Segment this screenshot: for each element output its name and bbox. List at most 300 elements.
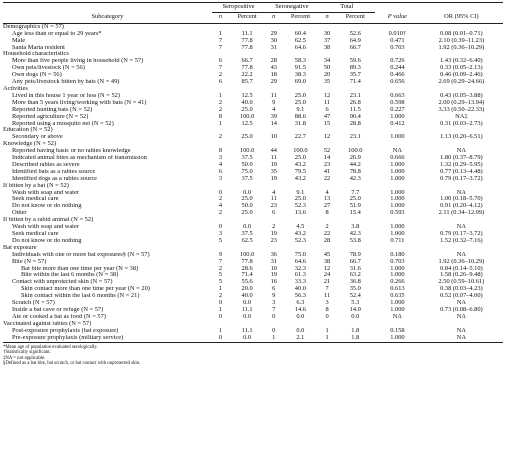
total-n-cell: 35	[323, 79, 331, 86]
seronegative-percent-cell: 0.0	[296, 327, 305, 334]
total-n-cell	[319, 127, 336, 134]
p-value-cell: 1.000	[390, 189, 405, 196]
odds-ratio-cell: 2.10 (0.39–11.23)	[438, 37, 485, 44]
section-label: Knowledge (N = 52)	[3, 141, 57, 148]
total-percent-cell: 23.1	[349, 92, 361, 99]
total-n-cell: 45	[323, 251, 331, 258]
row-label: Post-exposure prophylaxis (bat exposure)	[12, 327, 119, 334]
section-row	[3, 217, 503, 224]
row-label: Bite (N = 57)	[12, 258, 47, 265]
total-n-cell: 6	[325, 106, 329, 113]
seropositive-percent-cell: 55.6	[241, 279, 253, 286]
seronegative-n-cell: 4	[272, 106, 276, 113]
row-label: Secondary or above	[12, 134, 63, 141]
seronegative-n-cell: 10	[270, 265, 277, 272]
seronegative-n-cell: 11	[270, 196, 277, 203]
total-n-cell	[319, 183, 336, 190]
seronegative-percent-cell: 88.6	[294, 113, 306, 120]
total-percent-cell: 0.0	[351, 313, 360, 320]
total-percent-cell: 59.6	[349, 58, 361, 65]
total-percent-cell: 89.3	[349, 65, 361, 72]
table-row	[3, 155, 503, 162]
table-row	[3, 162, 503, 169]
seronegative-n-cell: 19	[270, 175, 277, 182]
odds-ratio-cell: NA	[456, 189, 466, 196]
seropositive-percent-cell: 100.0	[239, 148, 255, 155]
odds-ratio-cell: 1.52 (0.32–7.16)	[440, 237, 483, 244]
row-label: Male	[12, 37, 26, 44]
p-value-cell: 1.000	[390, 196, 405, 203]
total-percent-cell: 63.2	[349, 272, 361, 279]
p-value-cell: 0.471	[390, 37, 405, 44]
p-value-cell: 0.266	[390, 279, 405, 286]
row-label: Wash with soap and water	[12, 224, 79, 231]
seropositive-percent-cell: 77.8	[241, 65, 253, 72]
seropositive-percent-cell: 25.0	[241, 134, 253, 141]
table-row	[3, 279, 503, 286]
seropositive-percent-cell: 0.0	[229, 335, 265, 342]
row-label: Individuals with one or more bat exposures§ (N = 57)	[12, 251, 150, 258]
total-percent-cell: 11.5	[349, 106, 361, 113]
table-row	[3, 58, 503, 65]
row-label: Reported agriculture (N = 52)	[12, 113, 89, 120]
total-n-cell: 41	[323, 168, 331, 175]
seronegative-percent-cell: 32.3	[294, 265, 306, 272]
table-row	[3, 224, 503, 231]
seropositive-n-cell	[212, 217, 229, 224]
total-percent-cell: 78.8	[349, 168, 361, 175]
section-label: Household characteristics	[3, 51, 69, 58]
seropositive-percent-cell: 100.0	[239, 251, 255, 258]
total-n-cell: 12	[323, 134, 331, 141]
seropositive-percent-cell: 25.0	[241, 210, 253, 217]
seronegative-percent-cell: 9.1	[296, 189, 305, 196]
p-value-cell	[375, 245, 420, 252]
seronegative-n-cell: 3	[272, 300, 276, 307]
p-value-cell: 0.598	[390, 99, 405, 106]
total-n-cell: 52	[323, 148, 331, 155]
seropositive-n-cell	[212, 127, 229, 134]
odds-ratio-cell: NA	[456, 251, 466, 258]
p-value-cell: 0.726	[390, 58, 405, 65]
footnote: *Mean age of population evaluated serologically.	[3, 344, 98, 350]
seronegative-percent-cell: 79.5	[294, 168, 306, 175]
p-value-cell: NA	[392, 148, 403, 155]
seronegative-n-cell: 31	[270, 258, 277, 265]
seronegative-percent-cell	[282, 51, 318, 58]
row-label: Age less than or equal to 29 years*	[12, 30, 102, 37]
odds-ratio-cell: 0.33 (0.05–2.13)	[440, 65, 483, 72]
seronegative-n-cell: 9	[272, 99, 276, 106]
total-percent-cell: 66.7	[349, 44, 361, 51]
seropositive-percent-cell	[229, 321, 265, 328]
odds-ratio-cell	[420, 127, 503, 134]
total-percent-cell: 53.8	[349, 237, 361, 244]
seronegative-n-cell: 35	[270, 168, 277, 175]
total-percent-cell	[336, 51, 375, 58]
seronegative-n-cell: 16	[270, 279, 277, 286]
seropositive-percent-cell	[229, 86, 265, 93]
seropositive-n-cell: 4	[218, 161, 223, 168]
seronegative-percent-cell	[282, 23, 318, 30]
total-n-cell: 34	[323, 58, 331, 65]
seronegative-percent-cell: 43.2	[294, 175, 306, 182]
odds-ratio-cell	[420, 23, 503, 30]
row-label: Inside a bat cave or refuge (N = 57)	[12, 306, 104, 313]
seropositive-n-cell: 3	[218, 231, 223, 237]
table-row	[3, 45, 503, 52]
seronegative-n-cell: 31	[270, 44, 277, 51]
p-value-cell: 0.466	[390, 72, 405, 79]
row-label: Pre-exposure prophylaxis (military service)	[3, 335, 212, 342]
row-label: Santa Marta resident	[12, 44, 65, 51]
total-n-cell: 11	[323, 99, 331, 106]
total-n-cell: 22	[323, 175, 331, 182]
seropositive-percent-cell: 77.8	[241, 44, 253, 51]
total-n-cell: 47	[323, 113, 331, 120]
seropositive-n-cell: 2	[218, 99, 223, 106]
seropositive-n-cell: 0	[218, 300, 223, 307]
seronegative-n-cell	[265, 51, 282, 58]
seropositive-percent-cell: 0.0	[243, 189, 252, 196]
seropositive-percent-cell: 12.5	[241, 120, 253, 127]
table-row	[3, 266, 503, 273]
seropositive-n-cell: 7	[218, 44, 223, 51]
p-value-cell: 0.593	[390, 210, 405, 217]
table-row	[3, 72, 503, 79]
table-row	[3, 328, 503, 335]
odds-ratio-cell: 0.08 (0.01–0.71)	[440, 30, 483, 37]
p-value-cell: 0.711	[390, 237, 405, 244]
seronegative-percent-cell: 0.0	[296, 313, 305, 320]
p-value-cell: 1.000	[390, 300, 405, 307]
seronegative-n-cell	[265, 86, 282, 93]
total-percent-cell: 35.0	[349, 286, 361, 293]
total-percent-cell: 90.4	[349, 113, 361, 120]
seronegative-percent-cell: 75.0	[294, 251, 306, 258]
total-percent-cell: 28.8	[349, 120, 361, 127]
seropositive-percent-cell: 66.7	[241, 58, 253, 65]
table-row	[3, 121, 503, 128]
seropositive-n-cell	[212, 183, 229, 190]
total-n-cell: 37	[323, 37, 331, 44]
odds-ratio-cell	[420, 183, 503, 190]
total-n-cell	[319, 51, 336, 58]
row-label: Skin contact within the last 6 months (N = 21)	[21, 293, 140, 300]
seronegative-n-cell	[265, 127, 282, 134]
group-header-seronegative: Seronegative	[265, 3, 318, 13]
table-row	[3, 252, 503, 259]
odds-ratio-cell: 2.69 (0.29–24.66)	[438, 79, 485, 86]
odds-ratio-cell: 1.58 (0.26–9.48)	[440, 272, 483, 279]
seropositive-n-cell: 1	[218, 92, 223, 99]
p-value-cell: 0.227	[390, 106, 405, 113]
seropositive-percent-cell: 77.8	[241, 37, 253, 44]
data-table	[3, 2, 503, 343]
seronegative-n-cell: 7	[272, 306, 276, 313]
table-row	[3, 65, 503, 72]
total-percent-cell: 25.0	[349, 196, 361, 203]
seropositive-n-cell: 4	[218, 203, 223, 210]
total-n-cell: 8	[325, 306, 329, 313]
total-n-cell: 21	[323, 279, 331, 286]
total-percent-cell	[336, 86, 375, 93]
odds-ratio-cell	[420, 217, 503, 224]
odds-ratio-cell: 2.50 (0.59–10.61)	[438, 279, 485, 286]
seronegative-percent-cell: 64.6	[294, 44, 306, 51]
seronegative-percent-cell: 60.4	[294, 30, 306, 37]
column-header-or: OR (95% CI)	[420, 12, 503, 23]
seropositive-percent-cell: 28.6	[241, 265, 253, 272]
seronegative-n-cell: 39	[270, 113, 277, 120]
table-row	[3, 190, 503, 197]
seropositive-percent-cell: 37.5	[241, 175, 253, 182]
table-container	[3, 0, 503, 367]
seronegative-n-cell: 19	[270, 161, 277, 168]
column-header-p-value: P value	[375, 12, 420, 23]
p-value-cell: NA	[392, 313, 403, 320]
section-row	[3, 23, 503, 30]
seronegative-n-cell: 19	[270, 272, 277, 279]
seronegative-n-cell	[265, 183, 282, 190]
seronegative-percent-cell: 25.0	[294, 92, 306, 99]
seronegative-percent-cell: 52.3	[294, 237, 306, 244]
seropositive-n-cell: 3	[218, 175, 223, 182]
section-label: If bitten by a rabid animal (N = 52)	[3, 217, 94, 224]
odds-ratio-cell: 0.38 (0.03–4.23)	[440, 286, 483, 293]
table-row	[3, 134, 503, 141]
total-percent-cell	[336, 321, 375, 328]
total-percent-cell: 66.7	[349, 258, 361, 265]
seronegative-percent-cell	[282, 183, 318, 190]
seropositive-percent-cell	[229, 127, 265, 134]
seronegative-n-cell: 36	[270, 251, 277, 258]
total-percent-cell	[336, 141, 375, 148]
seropositive-percent-cell	[229, 245, 265, 252]
odds-ratio-cell: 0.79 (0.17–3.72)	[440, 231, 483, 237]
seronegative-percent-cell: 43.2	[294, 161, 306, 168]
section-row	[3, 86, 503, 93]
row-label: Skin contact more than one time per year (N = 20)	[21, 286, 150, 293]
seropositive-percent-cell: 77.8	[241, 258, 253, 265]
row-label: Bite within the last 6 months (N = 38)	[21, 272, 119, 279]
p-value-cell	[375, 127, 420, 134]
seronegative-n-cell: 9	[272, 293, 276, 300]
total-percent-cell: 42.3	[349, 175, 361, 182]
table-row	[3, 114, 503, 121]
total-percent-cell: 7.7	[351, 189, 360, 196]
seronegative-percent-cell: 9.1	[296, 106, 305, 113]
seropositive-percent-cell: 71.4	[241, 272, 253, 279]
odds-ratio-cell: 0.79 (0.17–3.72)	[440, 175, 483, 182]
column-header-n: n	[212, 12, 229, 23]
total-n-cell: 15	[323, 120, 331, 127]
seronegative-n-cell: 18	[270, 72, 277, 79]
total-n-cell: 38	[323, 258, 331, 265]
section-row	[3, 141, 503, 148]
seronegative-percent-cell: 64.6	[294, 258, 306, 265]
column-header-percent: Percent	[229, 12, 265, 23]
seropositive-n-cell	[212, 141, 229, 148]
section-label: Activities	[3, 85, 28, 92]
seronegative-n-cell	[265, 141, 282, 148]
p-value-cell: 1.000	[390, 161, 405, 168]
seropositive-percent-cell: 11.1	[241, 30, 253, 37]
section-label: Bat exposure	[3, 244, 37, 251]
seronegative-percent-cell	[282, 127, 318, 134]
table-body	[3, 23, 503, 342]
seronegative-percent-cell: 13.6	[294, 210, 306, 217]
seronegative-percent-cell	[282, 217, 318, 224]
seropositive-n-cell: 1	[218, 30, 223, 37]
seronegative-percent-cell	[282, 245, 318, 252]
seropositive-n-cell: 2	[218, 265, 223, 272]
seropositive-percent-cell: 75.0	[241, 168, 253, 175]
row-label: Reported using a mosquito net (N = 52)	[12, 120, 114, 127]
seronegative-n-cell: 11	[270, 155, 277, 162]
row-label: Lived in this house 1 year or less (N = 52)	[12, 92, 120, 99]
seronegative-percent-cell: 62.5	[294, 37, 306, 44]
seropositive-n-cell	[212, 321, 229, 328]
seropositive-n-cell: 8	[218, 113, 223, 120]
p-value-cell: 1.000	[390, 265, 405, 272]
row-label: More than five people living in household (N = 57)	[12, 58, 144, 65]
seropositive-percent-cell: 11.1	[241, 306, 253, 313]
p-value-cell: 1.000	[390, 134, 405, 141]
row-label: Do not know or do nothing	[12, 237, 82, 244]
row-label: Seek medical care	[12, 196, 59, 203]
total-n-cell: 20	[323, 72, 331, 79]
seronegative-n-cell: 6	[272, 286, 276, 293]
seronegative-percent-cell: 4.5	[296, 224, 305, 231]
table-row	[3, 231, 503, 238]
table-row	[3, 169, 503, 176]
seropositive-n-cell: 1	[218, 120, 223, 127]
total-percent-cell: 71.4	[349, 79, 361, 86]
section-row	[3, 51, 503, 58]
odds-ratio-cell: NA	[456, 300, 466, 307]
seropositive-percent-cell	[229, 217, 265, 224]
table-row	[3, 314, 503, 321]
p-value-cell	[375, 217, 420, 224]
seronegative-percent-cell: 6.3	[296, 300, 305, 307]
seropositive-percent-cell	[229, 51, 265, 58]
seronegative-n-cell: 10	[270, 134, 277, 141]
total-percent-cell: 78.9	[349, 251, 361, 258]
total-n-cell: 30	[323, 30, 331, 37]
total-percent-cell: 14.0	[349, 306, 361, 313]
p-value-cell: 1.000	[375, 335, 420, 342]
seronegative-n-cell: 6	[272, 210, 276, 217]
seronegative-percent-cell	[282, 321, 318, 328]
total-percent-cell: 52.4	[349, 293, 361, 300]
seronegative-percent-cell: 58.3	[294, 58, 306, 65]
p-value-cell	[375, 51, 420, 58]
total-n-cell: 50	[323, 65, 331, 72]
seropositive-n-cell: 6	[218, 58, 223, 65]
seropositive-n-cell: 2	[218, 293, 223, 300]
odds-ratio-cell: 3.33 (0.50–22.33)	[438, 106, 485, 113]
seronegative-n-cell: 11	[270, 92, 277, 99]
group-header-total: Total	[319, 3, 376, 13]
odds-ratio-cell: 1.43 (0.32–6.40)	[440, 58, 483, 65]
seronegative-percent-cell: 33.3	[294, 279, 306, 286]
total-percent-cell: 15.4	[349, 210, 361, 217]
seropositive-n-cell: 7	[218, 258, 223, 265]
seropositive-percent-cell: 0.0	[243, 300, 252, 307]
p-value-cell	[375, 141, 420, 148]
row-label: Identified dogs as a rabies source	[12, 175, 98, 182]
seropositive-n-cell	[212, 23, 229, 30]
total-n-cell: 2	[325, 224, 329, 231]
seropositive-n-cell: 2	[218, 106, 223, 113]
seropositive-percent-cell: 25.0	[241, 106, 253, 113]
seropositive-n-cell: 1	[218, 327, 223, 334]
odds-ratio-cell: NA‡	[455, 113, 468, 120]
total-n-cell: 8	[325, 210, 329, 217]
p-value-cell	[375, 86, 420, 93]
row-label: Contact with unprotected skin (N = 57)	[12, 279, 113, 286]
total-percent-cell: 3.8	[351, 224, 360, 231]
total-n-cell	[319, 141, 336, 148]
seropositive-n-cell: 7	[218, 37, 223, 44]
column-header-subcategory: Subcategory	[3, 12, 212, 23]
seronegative-percent-cell: 25.0	[294, 99, 306, 106]
odds-ratio-cell	[420, 321, 503, 328]
total-percent-cell: 23.1	[349, 134, 361, 141]
row-label: Scratch (N = 57)	[12, 300, 55, 307]
total-n-cell	[319, 245, 336, 252]
row-label: Own pets/livestock (N = 56)	[12, 65, 85, 72]
seropositive-n-cell: 5	[218, 272, 223, 279]
total-n-cell: 0	[325, 313, 329, 320]
odds-ratio-cell	[420, 245, 503, 252]
total-n-cell: 11	[323, 293, 331, 300]
total-n-cell: 14	[323, 155, 331, 162]
total-percent-cell: 1.8	[336, 335, 375, 342]
seropositive-percent-cell: 50.0	[241, 161, 253, 168]
odds-ratio-cell: 0.91 (0.20–4.12)	[440, 203, 483, 210]
odds-ratio-cell: NA	[456, 148, 466, 155]
row-label: Any pets/livestock bitten by bats (N = 49)	[12, 79, 120, 86]
seronegative-percent-cell: 100.0	[293, 148, 308, 155]
seronegative-percent-cell: 22.7	[294, 134, 306, 141]
total-percent-cell: 42.3	[349, 231, 361, 237]
total-percent-cell: 26.9	[349, 155, 361, 162]
odds-ratio-cell: 0.73 (0.08–6.80)	[440, 306, 483, 313]
seropositive-percent-cell: 37.5	[241, 231, 253, 237]
odds-ratio-cell: NA	[456, 327, 466, 334]
odds-ratio-cell: 1.13 (0.20–6.51)	[440, 134, 483, 141]
odds-ratio-cell	[420, 86, 503, 93]
section-row	[3, 127, 503, 134]
column-header-n: n	[319, 12, 336, 23]
seropositive-percent-cell: 25.0	[241, 196, 253, 203]
odds-ratio-cell: 1.92 (0.36–10.29)	[438, 44, 485, 51]
seropositive-n-cell: 0	[218, 224, 223, 231]
column-header-percent: Percent	[282, 12, 318, 23]
odds-ratio-cell: 2.00 (0.29–13.94)	[438, 99, 485, 106]
seronegative-percent-cell: 25.0	[294, 196, 306, 203]
seropositive-percent-cell: 85.7	[241, 79, 253, 86]
seronegative-percent-cell: 61.3	[294, 272, 306, 279]
seropositive-percent-cell	[229, 183, 265, 190]
p-value-cell	[375, 23, 420, 30]
footnote: §Defined as a bat bite, bat scratch, or bat contact with unprotected skin.	[3, 361, 141, 367]
row-label: Wash with soap and water	[12, 189, 79, 196]
seropositive-n-cell: 6	[218, 79, 223, 86]
p-value-cell: 1.000	[390, 203, 405, 210]
